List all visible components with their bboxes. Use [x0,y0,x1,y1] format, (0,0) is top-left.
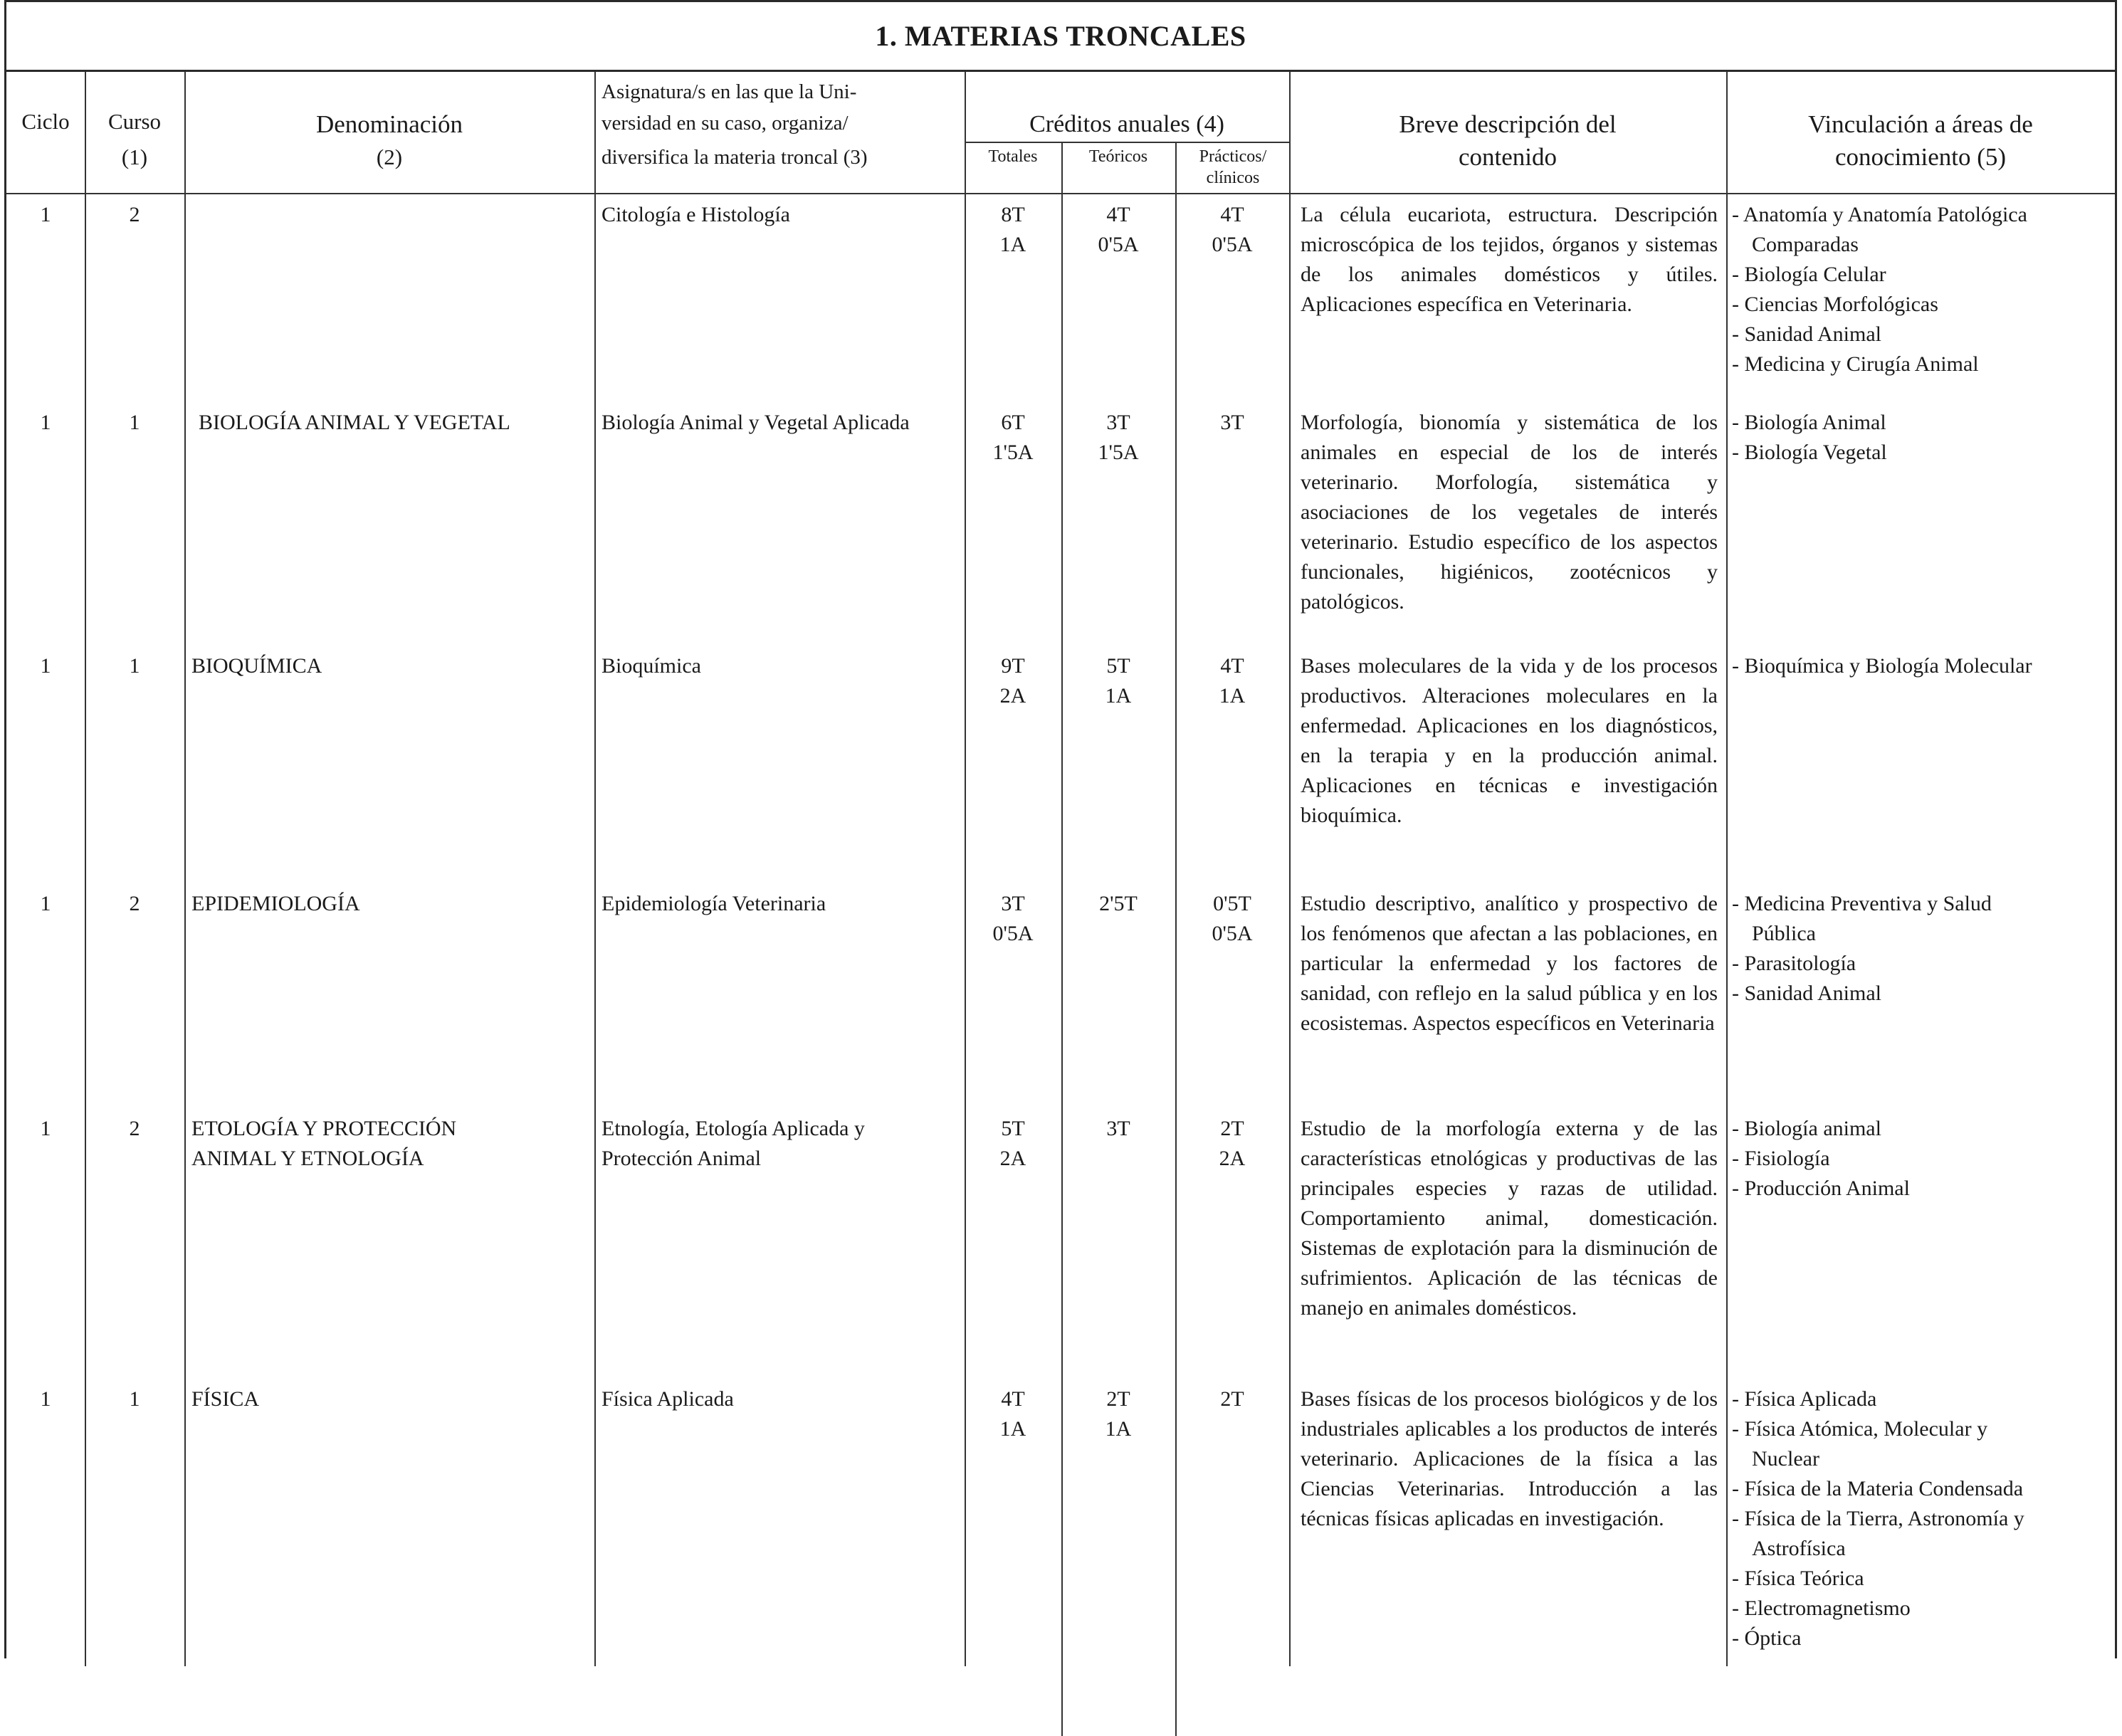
denominacion-cell: ETOLOGÍA Y PROTECCIÓN ANIMAL Y ETNOLOGÍA [191,1117,457,1170]
totales-value: 3T [1001,892,1025,915]
ciclo-cell: 1 [40,1117,51,1140]
asignatura-cell: Citología e Histología [602,203,790,226]
areas-cell [1732,1384,2113,1653]
header-denominacion: Denominación [315,110,463,138]
area-item: Nuclear [1752,1447,1819,1471]
totales-value: 1'5A [992,441,1034,464]
asignatura-cell: Epidemiología Veterinaria [602,892,826,915]
header-practicos: Prácticos/ clínicos [1199,147,1267,187]
practicos-cell [1175,889,1289,949]
practicos-cell [1175,408,1289,438]
area-item: - Biología Celular [1732,263,1886,286]
area-item: - Electromagnetismo [1732,1596,1911,1620]
areas-cell [1732,651,2113,681]
totales-cell [965,1114,1061,1174]
curso-cell: 2 [129,203,140,226]
totales-value: 0'5A [992,922,1034,945]
header-totales: Totales [988,147,1038,166]
teoricos-cell [1061,1114,1175,1144]
totales-value: 1A [999,1417,1026,1441]
area-item: - Óptica [1732,1626,1802,1650]
totales-value: 9T [1001,654,1025,678]
header-teoricos: Teóricos [1088,147,1148,166]
ciclo-cell: 1 [40,654,51,678]
practicos-value: 2T [1220,1117,1244,1140]
teoricos-cell [1061,651,1175,711]
totales-cell [965,408,1061,468]
column-divider [1289,72,1291,1666]
column-divider [1726,72,1728,1666]
teoricos-value: 5T [1106,654,1130,678]
areas-cell [1732,408,2113,468]
header-asignatura-line3: diversifica la materia troncal (3) [602,146,868,169]
area-item: - Bioquímica y Biología Molecular [1732,654,2032,678]
teoricos-value: 4T [1106,203,1130,226]
denominacion-cell: BIOLOGÍA ANIMAL Y VEGETAL [199,411,510,434]
teoricos-cell [1061,889,1175,919]
totales-value: 6T [1001,411,1025,434]
header-divider [6,193,2115,194]
practicos-value: 2T [1220,1387,1244,1411]
ciclo-cell: 1 [40,203,51,226]
area-item: - Medicina y Cirugía Animal [1732,352,1979,376]
denominacion-cell: BIOQUÍMICA [191,654,322,678]
column-divider [594,72,596,1666]
teoricos-value: 1A [1105,684,1132,707]
page-title: 1. MATERIAS TRONCALES [6,2,2115,72]
header-curso-note: (1) [121,144,148,169]
curso-cell: 1 [129,654,140,678]
header-curso: Curso [107,109,162,134]
practicos-value: 4T [1220,203,1244,226]
area-item: Astrofísica [1752,1537,1846,1560]
totales-value: 8T [1001,203,1025,226]
practicos-value: 1A [1219,684,1246,707]
areas-cell [1732,889,2113,1009]
teoricos-value: 0'5A [1098,233,1139,256]
denominacion-cell: EPIDEMIOLOGÍA [191,892,360,915]
totales-value: 1A [999,233,1026,256]
practicos-value: 3T [1220,411,1244,434]
totales-cell [965,889,1061,949]
area-item: - Parasitología [1732,952,1856,975]
header-asignatura-line1: Asignatura/s en las que la Uni- [602,80,857,103]
area-item: - Física Teórica [1732,1567,1864,1590]
teoricos-value: 3T [1106,1117,1130,1140]
areas-cell [1732,1114,2113,1204]
area-item: - Sanidad Animal [1732,322,1881,346]
curso-cell: 2 [129,1117,140,1140]
totales-cell [965,651,1061,711]
header-vinculacion-line2: conocimiento (5) [1834,143,2007,171]
header-divider [965,142,1289,143]
denominacion-cell: FÍSICA [191,1387,260,1411]
header-vinculacion-line1: Vinculación a áreas de [1808,110,2033,138]
practicos-value: 2A [1219,1147,1246,1170]
practicos-cell [1175,200,1289,260]
area-item: - Medicina Preventiva y Salud [1732,892,1992,915]
ciclo-cell: 1 [40,1387,51,1411]
practicos-cell [1175,1114,1289,1174]
totales-cell [965,200,1061,260]
area-item: - Física Aplicada [1732,1387,1877,1411]
descripcion-cell: Estudio descriptivo, analítico y prospectivo de los fenómenos que afectan a las poblaciones, en particular la enfermedad y los factores de sanidad, con reflejo en la salud pública y en los ecosistemas. Aspectos específicos en Veterinaria [1301,892,1718,1035]
document-frame [4,0,2117,1658]
asignatura-cell: Bioquímica [602,654,701,678]
teoricos-cell [1061,408,1175,468]
practicos-cell [1175,1384,1289,1414]
practicos-value: 0'5A [1212,233,1253,256]
column-divider [1061,142,1063,1736]
teoricos-cell [1061,1384,1175,1444]
header-creditos: Créditos anuales (4) [1029,111,1224,137]
descripcion-cell: Morfología, bionomía y sistemática de los animales en especial de los de interés veterinario. Morfología, sistemática y asociaciones de los vegetales de interés veterinario. Estudio específico de los aspectos funcionales, higiénicos, zootécnicos y patológicos. [1301,411,1718,614]
area-item: Pública [1752,922,1816,945]
practicos-value: 0'5A [1212,922,1253,945]
totales-value: 5T [1001,1117,1025,1140]
area-item: - Biología animal [1732,1117,1881,1140]
area-item: - Ciencias Morfológicas [1732,293,1938,316]
ciclo-cell: 1 [40,892,51,915]
teoricos-value: 3T [1106,411,1130,434]
area-item: - Producción Animal [1732,1177,1910,1200]
areas-cell [1732,200,2113,379]
curso-cell: 1 [129,411,140,434]
totales-value: 2A [999,1147,1026,1170]
area-item: - Biología Animal [1732,411,1886,434]
teoricos-value: 2T [1106,1387,1130,1411]
teoricos-value: 1'5A [1098,441,1139,464]
asignatura-cell: Física Aplicada [602,1387,734,1411]
descripcion-cell: Bases moleculares de la vida y de los procesos productivos. Alteraciones moleculares en la enfermedad. Aplicaciones en los diagnósticos, en la terapia y en la producción animal. Aplicaciones en técnicas e investigación bioquímica. [1301,654,1718,827]
descripcion-cell: Estudio de la morfología externa y de las características etnológicas y productivas de las principales especies y razas de utilidad. Comportamiento animal, domesticación. Sistemas de explotación para la disminución de sufrimientos. Aplicación de las técnicas de manejo en animales domésticos. [1301,1117,1718,1320]
totales-cell [965,1384,1061,1444]
area-item: Comparadas [1752,233,1859,256]
header-breve-line1: Breve descripción del [1399,110,1617,138]
area-item: - Fisiología [1732,1147,1830,1170]
descripcion-cell: La célula eucariota, estructura. Descripción microscópica de los tejidos, órganos y sistemas de los animales domésticos y útiles. Aplicaciones específica en Veterinaria. [1301,203,1718,316]
area-item: - Biología Vegetal [1732,441,1887,464]
totales-value: 2A [999,684,1026,707]
header-breve-line2: contenido [1458,143,1558,171]
area-item: - Física de la Tierra, Astronomía y [1732,1507,2024,1530]
asignatura-cell: Biología Animal y Vegetal Aplicada [602,411,910,434]
practicos-value: 0'5T [1213,892,1251,915]
descripcion-cell: Bases físicas de los procesos biológicos y de los industriales aplicables a los productos de interés veterinario. Aplicaciones de la física a las Ciencias Veterinarias. Introducción a las técnicas físicas aplicadas en investigación. [1301,1387,1718,1530]
curso-cell: 2 [129,892,140,915]
teoricos-cell [1061,200,1175,260]
area-item: - Física de la Materia Condensada [1732,1477,2024,1500]
area-item: - Anatomía y Anatomía Patológica [1732,203,2027,226]
area-item: - Sanidad Animal [1732,982,1881,1005]
totales-value: 4T [1001,1387,1025,1411]
column-divider [85,72,86,1666]
area-item: - Física Atómica, Molecular y [1732,1417,1988,1441]
teoricos-value: 1A [1105,1417,1132,1441]
header-denominacion-note: (2) [376,144,403,169]
header-asignatura-line2: versidad en su caso, organiza/ [602,112,849,135]
ciclo-cell: 1 [40,411,51,434]
teoricos-value: 2'5T [1099,892,1138,915]
asignatura-cell: Etnología, Etología Aplicada y Protección Animal [602,1117,865,1170]
header-ciclo: Ciclo [21,109,70,134]
column-divider [184,72,186,1666]
practicos-value: 4T [1220,654,1244,678]
curso-cell: 1 [129,1387,140,1411]
practicos-cell [1175,651,1289,711]
